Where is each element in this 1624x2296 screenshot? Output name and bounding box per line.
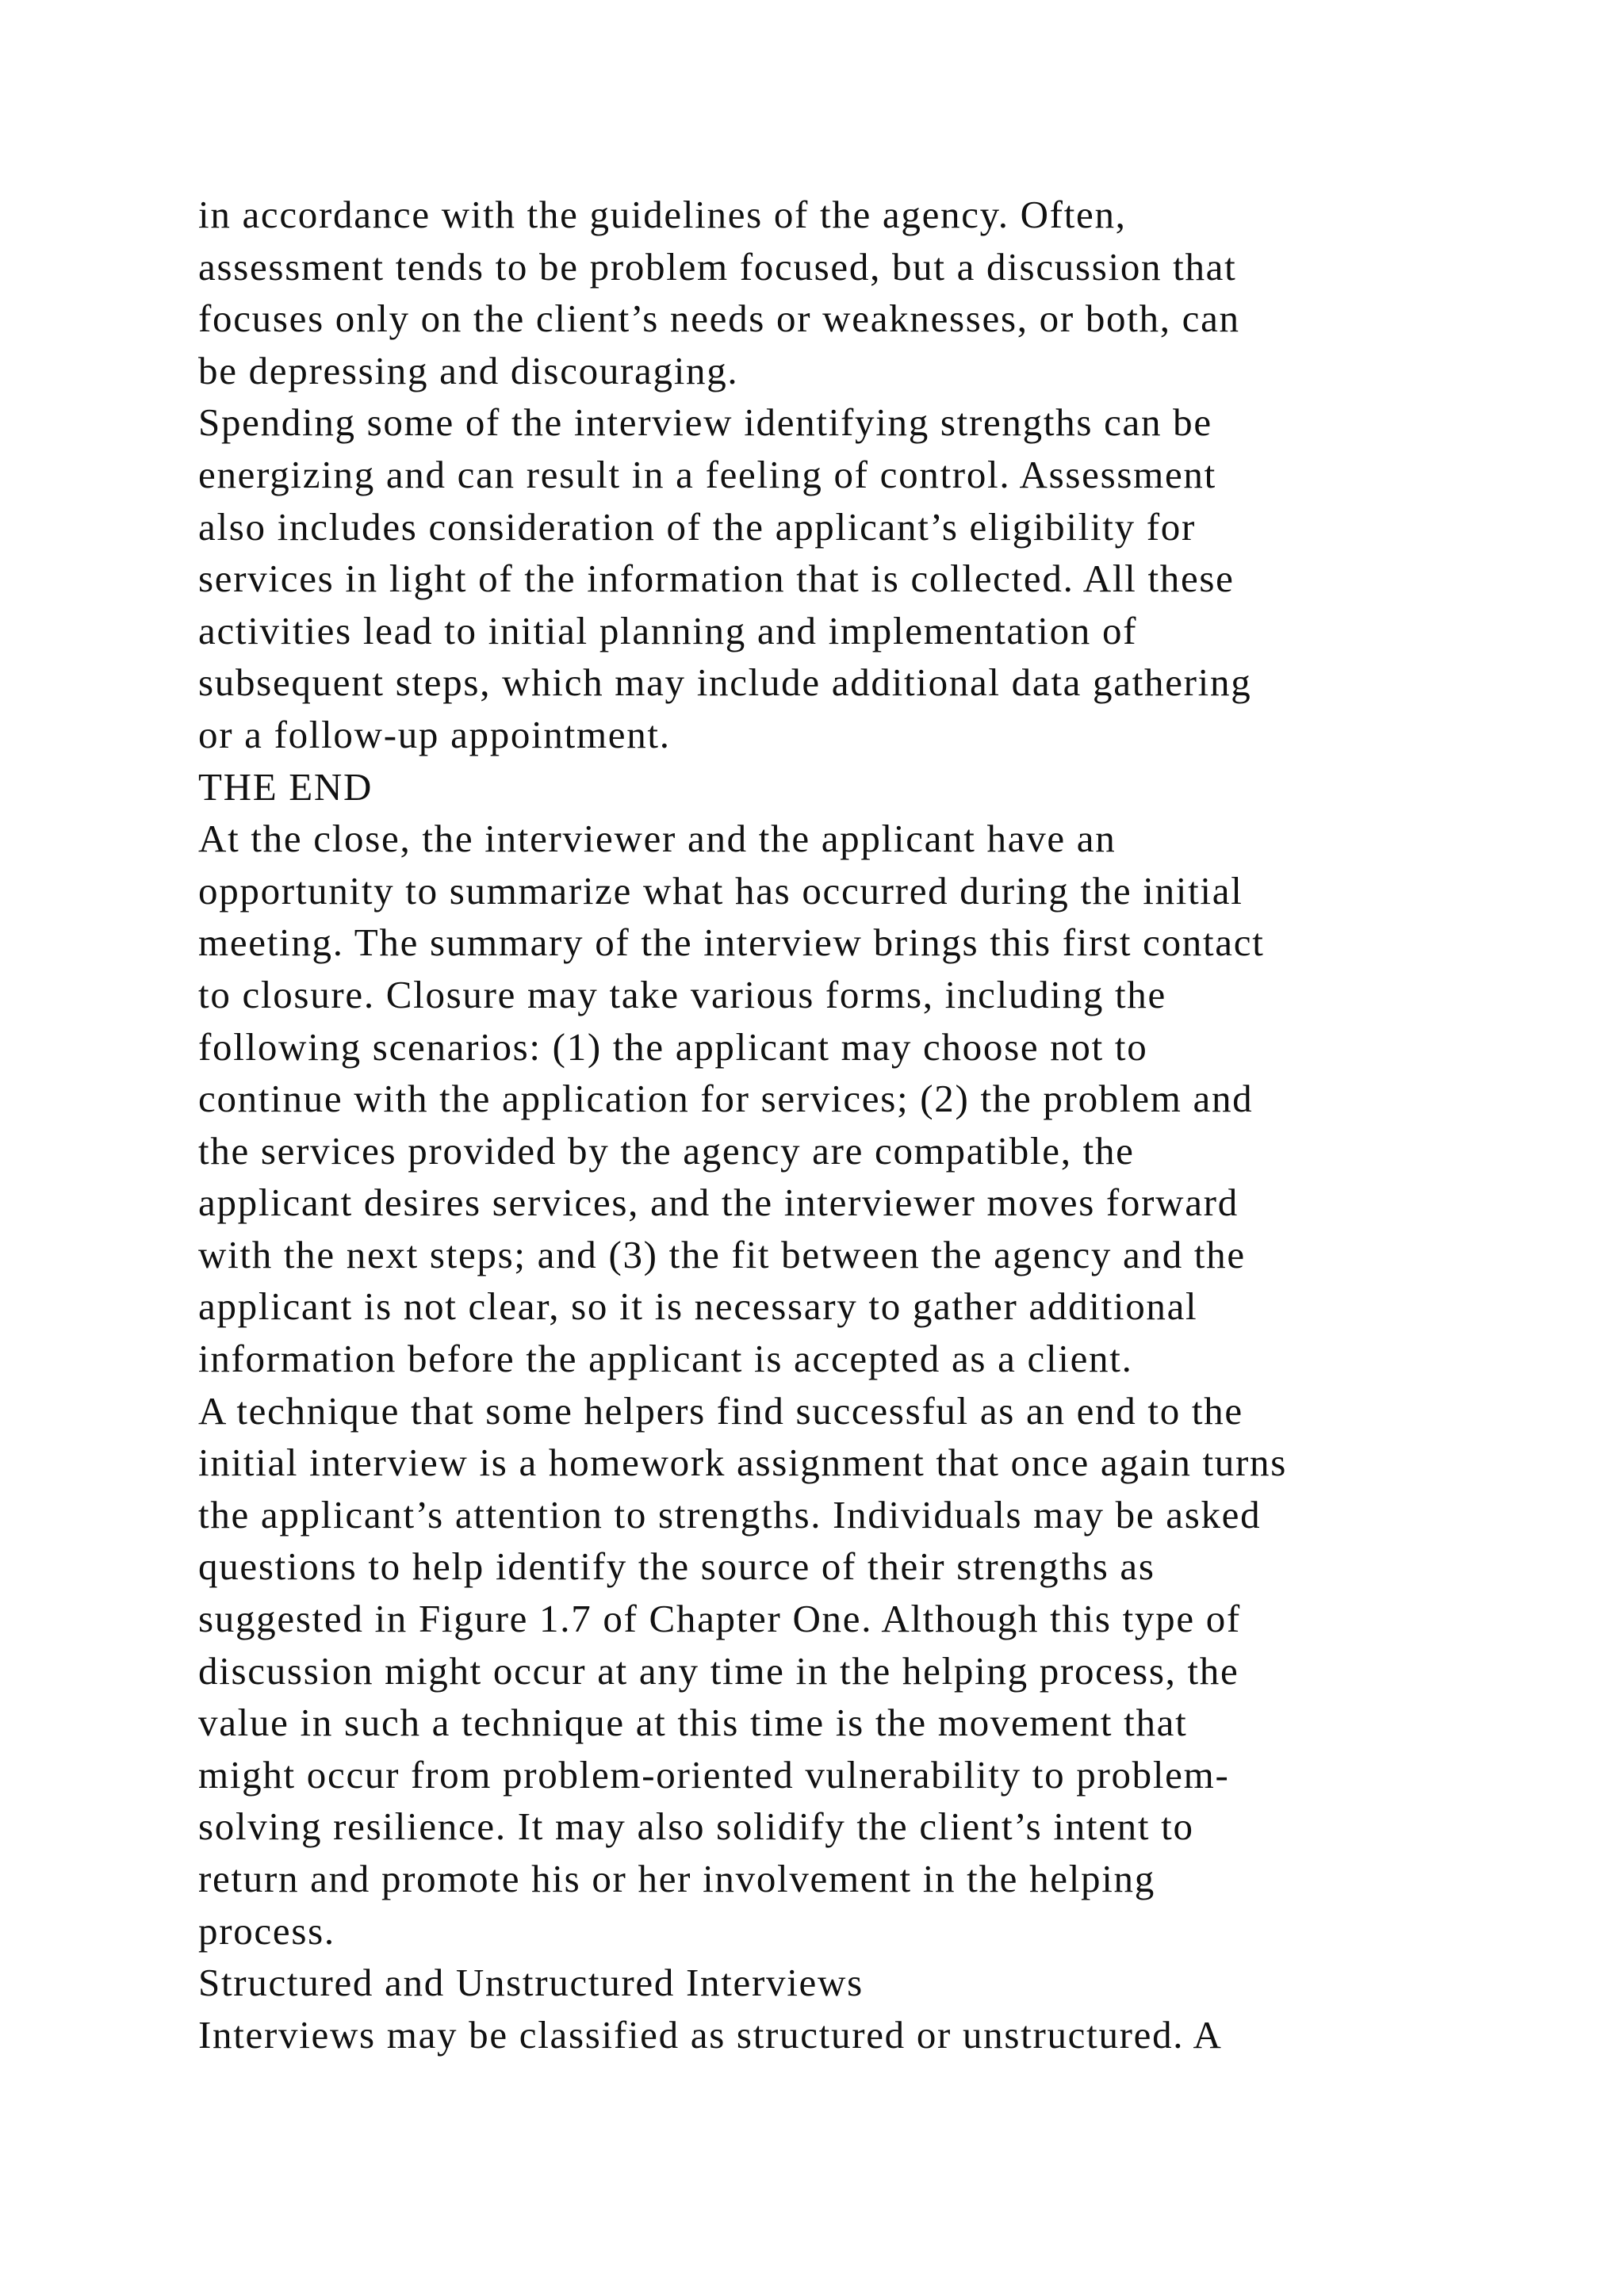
section-heading-the-end: THE END (198, 764, 373, 809)
text-line: discussion might occur at any time in the helping process, the (198, 1648, 1239, 1693)
text-line: with the next steps; and (3) the fit between the agency and the (198, 1232, 1246, 1276)
text-line: solving resilience. It may also solidify the client’s intent to (198, 1804, 1194, 1849)
text-line: process. (198, 1908, 335, 1953)
text-line: the applicant’s attention to strengths. Individuals may be asked (198, 1492, 1262, 1536)
text-line: the services provided by the agency are compatible, the (198, 1128, 1135, 1173)
text-line: activities lead to initial planning and implementation of (198, 608, 1138, 652)
text-line: information before the applicant is accepted as a client. (198, 1337, 1133, 1381)
body-text (198, 189, 1507, 2061)
text-line: subsequent steps, which may include additional data gathering (198, 660, 1252, 705)
text-line: Spending some of the interview identifying strengths can be (198, 400, 1212, 445)
text-line: applicant is not clear, so it is necessary to gather additional (198, 1284, 1198, 1329)
text-line: be depressing and discouraging. (198, 348, 739, 392)
text-line: to closure. Closure may take various forms, including the (198, 972, 1166, 1016)
text-line: meeting. The summary of the interview brings this first contact (198, 920, 1265, 965)
text-line: continue with the application for services; (2) the problem and (198, 1077, 1254, 1121)
text-line: return and promote his or her involvement in the helping (198, 1857, 1155, 1900)
text-line: suggested in Figure 1.7 of Chapter One. Although this type of (198, 1597, 1241, 1641)
text-line: or a follow-up appointment. (198, 712, 671, 756)
text-line: At the close, the interviewer and the applicant have an (198, 817, 1116, 861)
text-line: also includes consideration of the applicant’s eligibility for (198, 504, 1196, 549)
text-line: questions to help identify the source of their strengths as (198, 1544, 1155, 1589)
text-line: might occur from problem-oriented vulnerability to problem- (198, 1752, 1230, 1797)
text-line: services in light of the information that is collected. All these (198, 557, 1235, 601)
text-line: following scenarios: (1) the applicant may choose not to (198, 1024, 1148, 1069)
text-line: energizing and can result in a feeling of control. Assessment (198, 452, 1216, 496)
text-line: assessment tends to be problem focused, but a discussion that (198, 244, 1237, 289)
text-line: applicant desires services, and the interviewer moves forward (198, 1181, 1239, 1225)
text-line: in accordance with the guidelines of the agency. Often, (198, 193, 1127, 236)
text-line: Interviews may be classified as structured or unstructured. A (198, 2012, 1223, 2057)
text-line: value in such a technique at this time is the movement that (198, 1701, 1188, 1745)
section-heading-interviews: Structured and Unstructured Interviews (198, 1961, 864, 2005)
text-line: A technique that some helpers find successful as an end to the (198, 1388, 1243, 1433)
text-line: focuses only on the client’s needs or weaknesses, or both, can (198, 297, 1240, 341)
text-line: initial interview is a homework assignment that once again turns (198, 1441, 1287, 1485)
text-line: opportunity to summarize what has occurred during the initial (198, 868, 1243, 913)
